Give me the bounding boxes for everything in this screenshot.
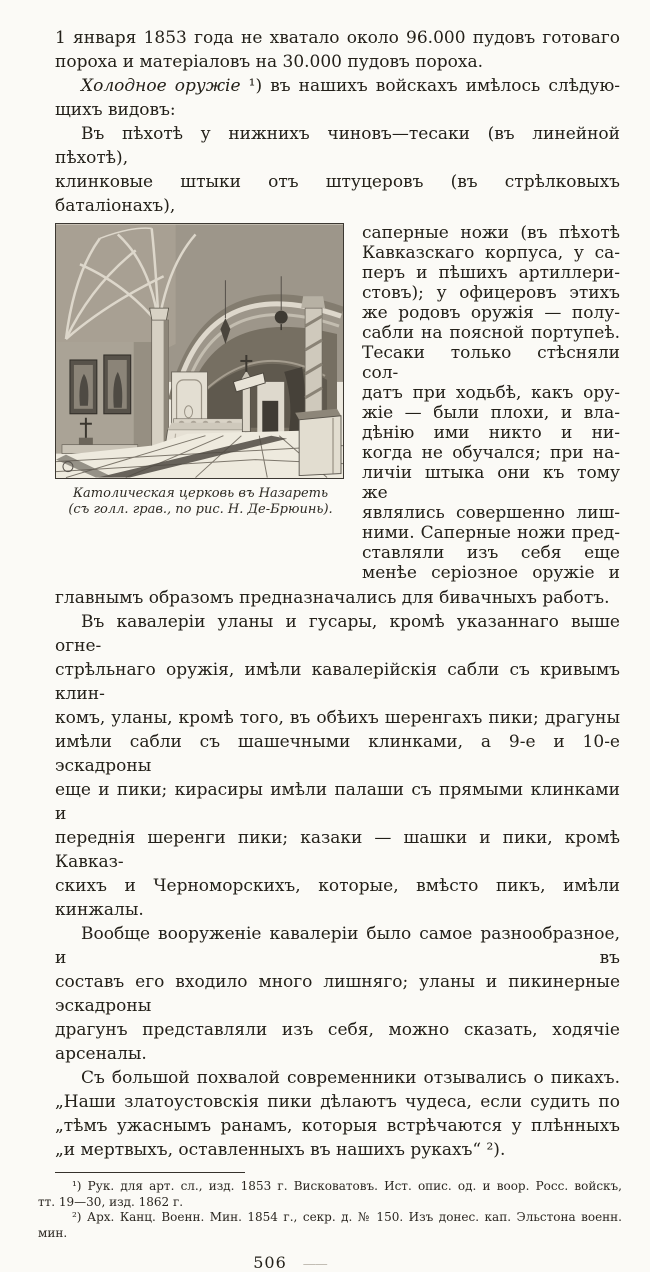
text-line: Кавказскаго корпуса, у са- <box>362 243 620 263</box>
figure-block <box>55 223 346 583</box>
figure-frame <box>55 223 344 479</box>
text-line: драгунъ представляли изъ себя, можно сказать, ходячіе арсеналы. <box>55 1020 620 1064</box>
text-line: пороха и матеріаловъ на 30.000 пудовъ пороха. <box>55 52 484 72</box>
footnote-line: тт. 19—30, изд. 1862 г. <box>38 1194 184 1209</box>
text-line: сабли на поясной портупеѣ. <box>362 323 620 343</box>
footnote-line: ²) Арх. Канц. Военн. Мин. 1854 г., секр. д. № 150. Изъ донес. кап. Эльстона военн. мин. <box>38 1210 622 1240</box>
text-line: датъ при ходьбѣ, какъ ору- <box>362 383 620 403</box>
church-interior-engraving <box>56 224 343 478</box>
footnote-divider <box>55 1172 245 1173</box>
text-line: составъ его входило много лишняго; уланы и пикинерные эскадроны <box>55 972 620 1016</box>
text-line: Въ кавалеріи уланы и гусары, кромѣ указаннаго выше огне- <box>55 612 620 656</box>
text-line: являлись совершенно лиш- <box>362 503 620 523</box>
figure-caption-line: Католическая церковь въ Назареть <box>72 486 329 501</box>
text-line: еще и пики; кирасиры имѣли палаши съ прямыми клинками и <box>55 780 620 824</box>
quote-line: „Наши златоустовскія пики дѣлаютъ чудеса, если судить по <box>55 1092 620 1112</box>
figure-caption <box>55 486 346 518</box>
text-line: стовъ); у офицеровъ этихъ <box>362 283 620 303</box>
text-line: менѣе серіозное оружіе и <box>362 563 620 583</box>
text-line: комъ, уланы, кромѣ того, въ обѣихъ шеренгахъ пики; драгуны <box>55 708 620 728</box>
text-line: Въ пѣхотѣ у нижнихъ чиновъ—тесаки (въ линейной пѣхотѣ), <box>55 124 620 168</box>
italic-lead: Холодное оружіе <box>81 76 241 96</box>
text-line: когда не обучался; при на- <box>362 443 620 463</box>
text-line: клинковые штыки отъ штуцеровъ (въ стрѣлковыхъ баталіонахъ), <box>55 172 620 216</box>
text-line: дѣнію ими никто и ни- <box>362 423 620 443</box>
text-line: главнымъ образомъ предназначались для бивачныхъ работъ. <box>55 588 610 608</box>
figure-and-text-row <box>55 223 620 583</box>
text-line: скихъ и Черноморскихъ, которые, вмѣсто пикъ, имѣли кинжалы. <box>55 876 620 920</box>
text-line: ними. Саперные ножи пред- <box>362 523 620 543</box>
footnote-line: ¹) Рук. для арт. сл., изд. 1853 г. Висковатовъ. Ист. опис. од. и воор. Росс. войскъ, <box>72 1179 622 1193</box>
text-line: Вообще вооруженіе кавалеріи было самое разнообразное, и въ <box>55 924 620 968</box>
figure-caption-line: (съ голл. грав., по рис. Н. Де-Брюинь). <box>68 502 333 517</box>
scan-artifact-dash: —— <box>302 1257 327 1272</box>
text-line: жіе — были плохи, и вла- <box>362 403 620 423</box>
text-line: же родовъ оружія — полу- <box>362 303 620 323</box>
text-line: Тесаки только стѣсняли сол- <box>362 343 620 383</box>
wrap-text-column <box>362 223 620 583</box>
text-span: ¹) въ нашихъ войскахъ имѣлось слѣдую- <box>240 76 620 96</box>
text-line: щихъ видовъ: <box>55 100 176 120</box>
text-line: ставляли изъ себя еще <box>362 543 620 563</box>
page-number: 506 <box>253 1253 287 1272</box>
text-line: Съ большой похвалой современники отзывались о пикахъ. <box>81 1068 620 1088</box>
text-line <box>55 74 620 98</box>
text-line: личіи штыка они къ тому же <box>362 463 620 503</box>
quote-line: „тѣмъ ужаснымъ ранамъ, которыя встрѣчаются у плѣнныхъ <box>55 1116 620 1136</box>
page-number-row <box>55 1253 525 1272</box>
text-line: 1 января 1853 года не хватало около 96.000 пудовъ готоваго <box>55 28 620 48</box>
text-line: имѣли сабли съ шашечными клинками, а 9-е и 10-е эскадроны <box>55 732 620 776</box>
text-line: переднія шеренги пики; казаки — шашки и пики, кромѣ Кавказ- <box>55 828 620 872</box>
quote-line: „и мертвыхъ, оставленныхъ въ нашихъ рукахъ“ ²). <box>55 1140 506 1160</box>
text-line: перъ и пѣшихъ артиллери- <box>362 263 620 283</box>
footnotes <box>38 1179 622 1241</box>
text-line: стрѣльнаго оружія, имѣли кавалерійскія сабли съ кривымъ клин- <box>55 660 620 704</box>
text-line: саперные ножи (въ пѣхотѣ <box>362 223 620 243</box>
